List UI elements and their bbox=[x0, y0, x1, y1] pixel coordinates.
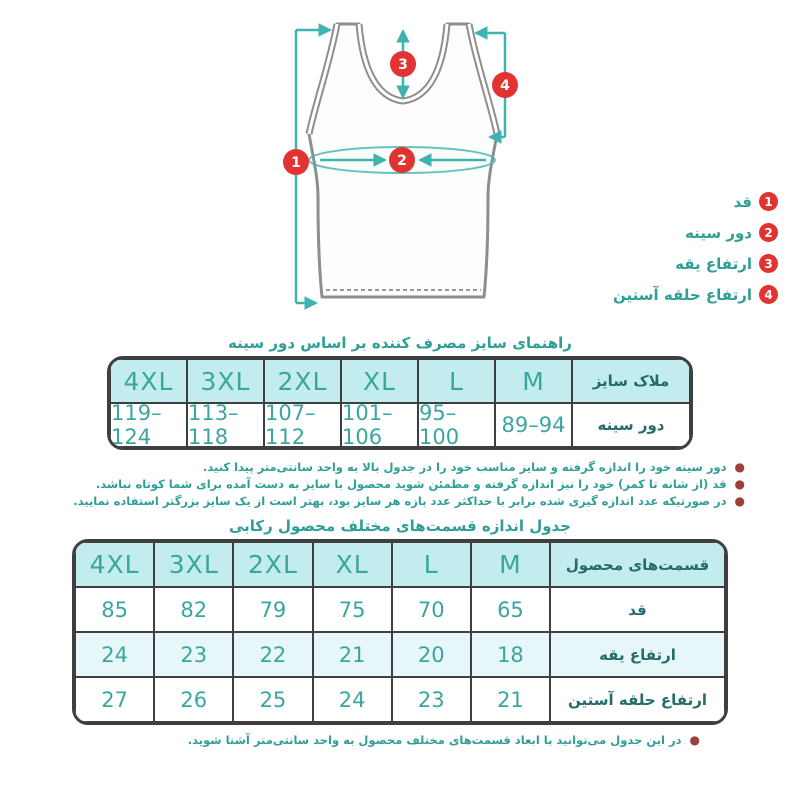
svg-text:3: 3 bbox=[398, 57, 408, 74]
table-footnote: ● در این جدول می‌توانید با ابعاد قسمت‌های مختلف محصول به واحد سانتی‌متر آشنا شوید. bbox=[187, 733, 700, 747]
size-header-cell: 4XL bbox=[110, 359, 187, 403]
chest-row-label-cell: دور سینه bbox=[572, 403, 690, 447]
note-line: ● قد (از شانه تا کمر) خود را نیز اندازه گرفته و مطمئن شوید محصول با سایز به دست آمده برای شما کوتاه نباشد. bbox=[95, 477, 745, 491]
value-cell: 25 bbox=[233, 677, 312, 722]
value-cell: 23 bbox=[392, 677, 471, 722]
value-cell: 22 bbox=[233, 632, 312, 677]
size-header-cell: L bbox=[392, 542, 471, 587]
legend-label-chest: دور سینه bbox=[685, 223, 752, 242]
value-cell: 23 bbox=[154, 632, 233, 677]
chest-range-cell: 107–112 bbox=[264, 403, 341, 447]
value-cell: 79 bbox=[233, 587, 312, 632]
value-cell: 70 bbox=[392, 587, 471, 632]
measurement-legend bbox=[613, 192, 778, 316]
size-header-cell: 2XL bbox=[233, 542, 312, 587]
size-header-cell: 4XL bbox=[75, 542, 154, 587]
size-header-cell: L bbox=[418, 359, 495, 403]
measure-badge-4 bbox=[492, 72, 518, 98]
legend-badge-1-icon: 1 bbox=[759, 192, 778, 211]
measurements-table-title: جدول اندازه قسمت‌های مختلف محصول رکابی bbox=[228, 517, 572, 535]
bullet-icon: ● bbox=[689, 733, 700, 747]
legend-item-armhole bbox=[613, 285, 778, 304]
chest-range-cell: 119–124 bbox=[110, 403, 187, 447]
size-header-cell: 3XL bbox=[187, 359, 264, 403]
svg-text:1: 1 bbox=[291, 155, 301, 172]
measure-badge-3 bbox=[390, 51, 416, 77]
chest-range-cell: 101–106 bbox=[341, 403, 418, 447]
chest-range-cell: 113–118 bbox=[187, 403, 264, 447]
legend-item-length bbox=[613, 192, 778, 211]
value-cell: 21 bbox=[471, 677, 550, 722]
legend-badge-4-icon: 4 bbox=[759, 285, 778, 304]
measure-badge-2 bbox=[389, 147, 415, 173]
value-cell: 18 bbox=[471, 632, 550, 677]
bullet-icon: ● bbox=[734, 477, 745, 491]
size-header-cell: XL bbox=[313, 542, 392, 587]
size-guide-table bbox=[107, 356, 693, 450]
garment-diagram-area bbox=[0, 0, 800, 330]
size-header-cell: 2XL bbox=[264, 359, 341, 403]
legend-badge-3-icon: 3 bbox=[759, 254, 778, 273]
value-cell: 82 bbox=[154, 587, 233, 632]
note-line: ● دور سینه خود را اندازه گرفته و سایز مناسب خود را در جدول بالا به واحد سانتی‌متر پیدا کنید. bbox=[202, 460, 745, 474]
svg-text:4: 4 bbox=[500, 78, 510, 95]
chest-range-cell: 95–100 bbox=[418, 403, 495, 447]
row-label-cell-collar: ارتفاع یقه bbox=[550, 632, 725, 677]
size-header-cell: 3XL bbox=[154, 542, 233, 587]
note-line: ● در صورتیکه عدد اندازه گیری شده برابر با حداکثر عدد بازه هر سایز بود، بهتر است از یک سایز بزرگتر استفاده نمایید. bbox=[73, 494, 745, 508]
product-parts-header-cell: قسمت‌های محصول bbox=[550, 542, 725, 587]
size-header-cell: XL bbox=[341, 359, 418, 403]
legend-item-collar bbox=[613, 254, 778, 273]
value-cell: 85 bbox=[75, 587, 154, 632]
chest-range-cell: 89–94 bbox=[495, 403, 572, 447]
legend-label-length: قد bbox=[733, 192, 752, 211]
bullet-icon: ● bbox=[734, 494, 745, 508]
legend-badge-2-icon: 2 bbox=[759, 223, 778, 242]
value-cell: 24 bbox=[313, 677, 392, 722]
value-cell: 26 bbox=[154, 677, 233, 722]
svg-text:2: 2 bbox=[397, 153, 407, 170]
legend-label-armhole: ارتفاع حلقه آستین bbox=[613, 285, 752, 304]
value-cell: 21 bbox=[313, 632, 392, 677]
legend-item-chest bbox=[613, 223, 778, 242]
value-cell: 20 bbox=[392, 632, 471, 677]
measurements-table bbox=[72, 539, 728, 725]
legend-label-collar: ارتفاع یقه bbox=[675, 254, 752, 273]
size-guide-title: راهنمای سایز مصرف کننده بر اساس دور سینه bbox=[228, 334, 572, 352]
value-cell: 27 bbox=[75, 677, 154, 722]
value-cell: 75 bbox=[313, 587, 392, 632]
size-header-cell: M bbox=[471, 542, 550, 587]
row-label-cell-length: قد bbox=[550, 587, 725, 632]
value-cell: 24 bbox=[75, 632, 154, 677]
usage-notes bbox=[60, 459, 745, 510]
row-label-cell-armhole: ارتفاع حلقه آستین bbox=[550, 677, 725, 722]
value-cell: 65 bbox=[471, 587, 550, 632]
size-header-cell: M bbox=[495, 359, 572, 403]
measure-badge-1 bbox=[283, 149, 309, 175]
bullet-icon: ● bbox=[734, 460, 745, 474]
size-criterion-header-cell: ملاک سایز bbox=[572, 359, 690, 403]
